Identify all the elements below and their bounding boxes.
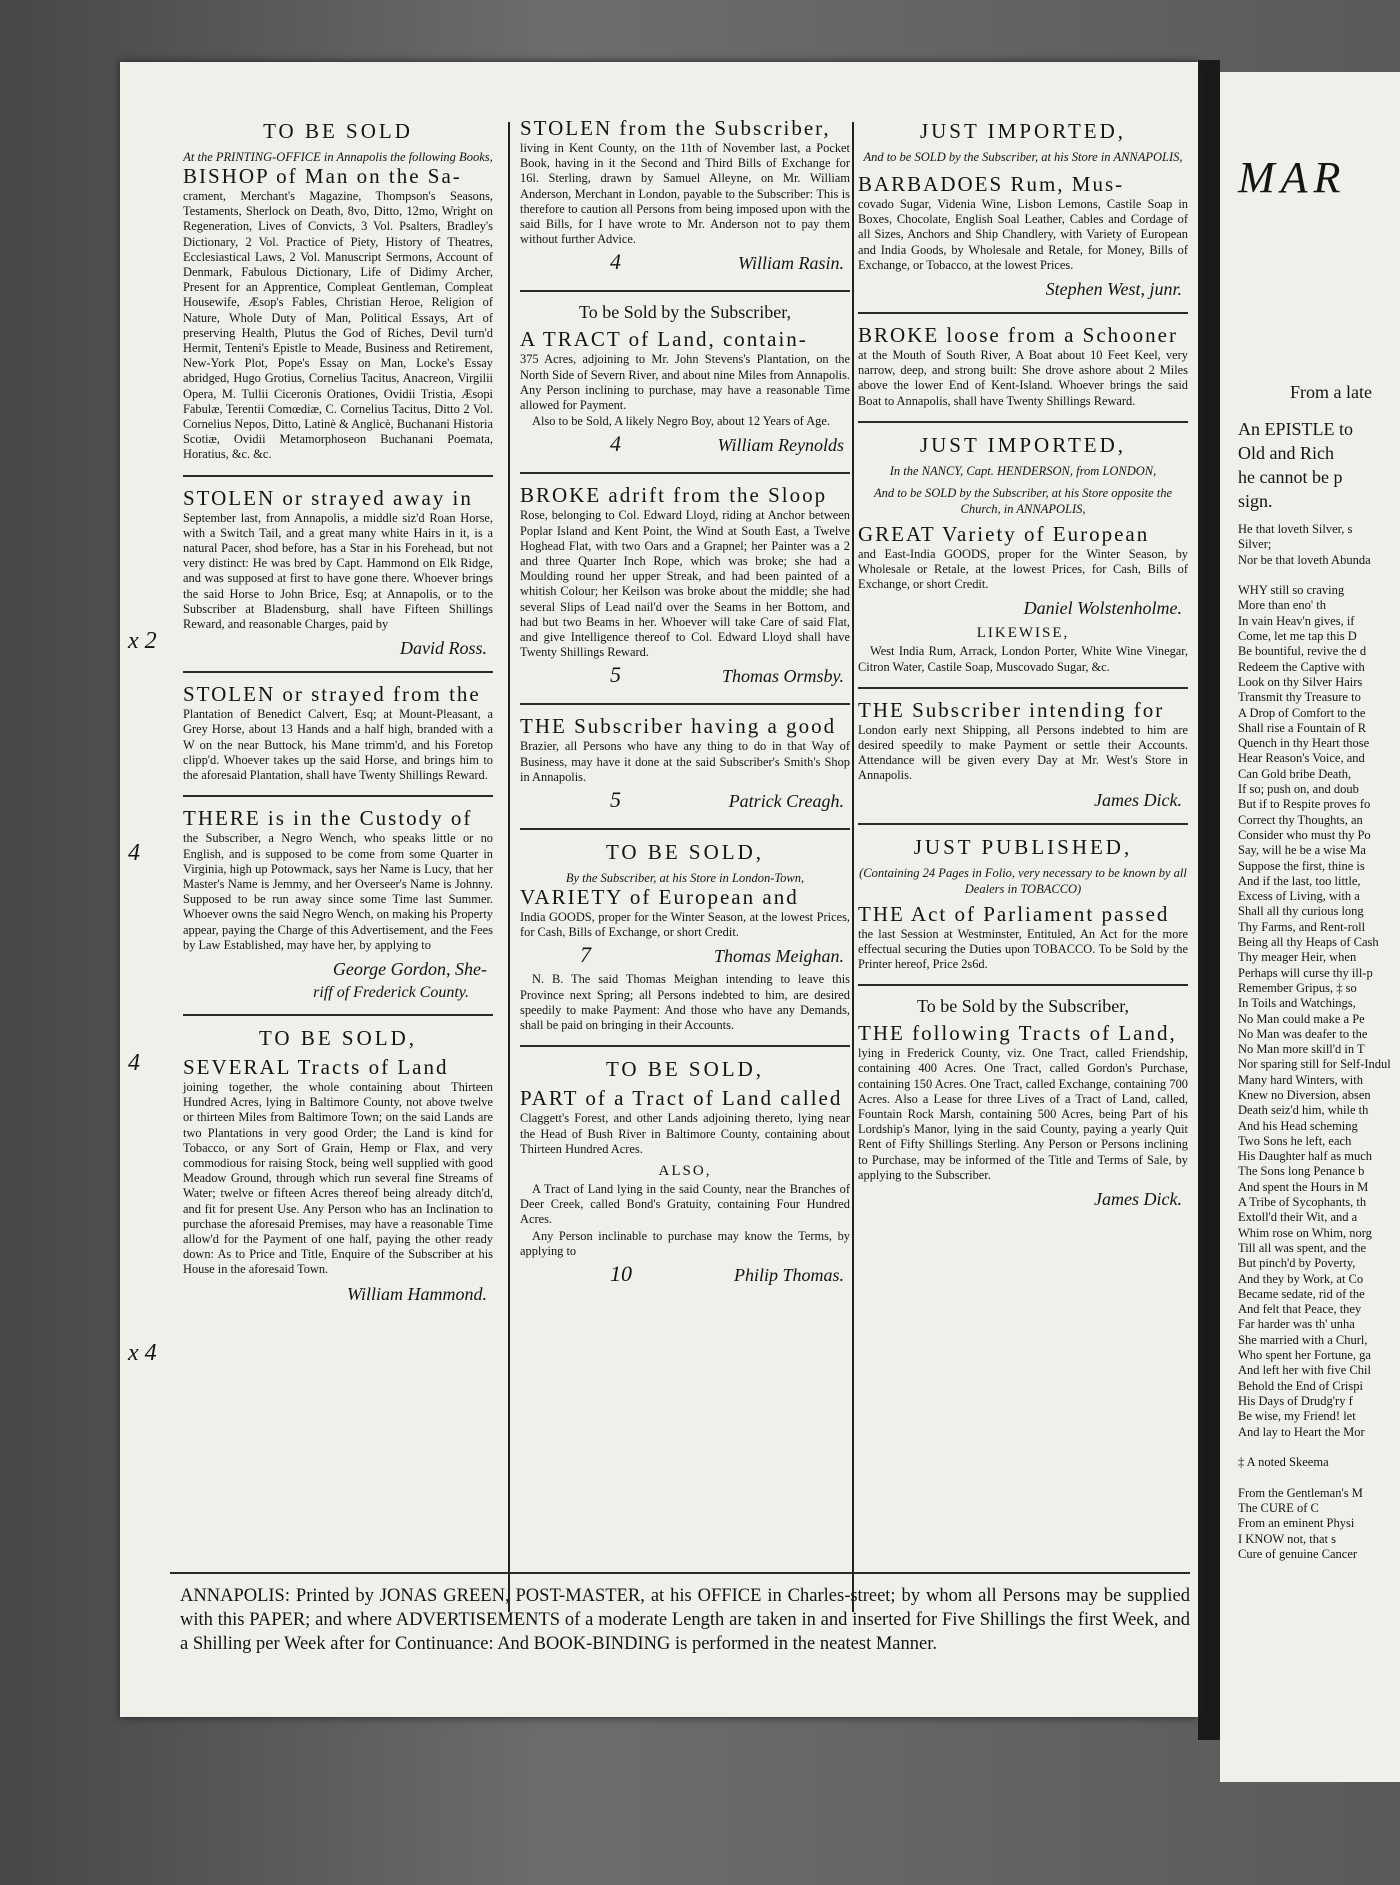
ad-note: N. B. The said Thomas Meighan intending to leave this Province next Spring; all Persons indebted to him, are desired speedily to make Payment: And those who have any Demands, shall be paid on bringing in their Accounts. bbox=[520, 972, 850, 1033]
divider bbox=[520, 1045, 850, 1047]
ad-signature: Thomas Meighan. bbox=[714, 946, 844, 967]
poem-line: I KNOW not, that s bbox=[1238, 1531, 1337, 1546]
ad-frederick-tracts bbox=[858, 996, 1188, 1210]
poem-line: Being all thy Heaps of Cash bbox=[1238, 935, 1379, 950]
ad-lead: PART of a Tract of Land called bbox=[520, 1086, 843, 1111]
poem-line: Correct thy Thoughts, an bbox=[1238, 812, 1363, 827]
ad-broke-adrift bbox=[520, 484, 850, 691]
margin-mark: x 2 bbox=[128, 628, 157, 654]
divider bbox=[858, 823, 1188, 825]
poem-line: And if the last, too little, bbox=[1238, 873, 1361, 888]
poem-line: ‡ A noted Skeema bbox=[1238, 1455, 1329, 1470]
ad-body: September last, from Annapolis, a middle siz'd Roan Horse, with a Switch Tail, and a great many white Hairs in it, is a natural Pacer, shod before, has a Star in his Forehead, but not very distinct: He was bred by Capt. Hammond on Elk Ridge, and was supposed at first to have gone there. Whoever brings the said Horse to John Brice, Esq; at Annapolis, or to the Subscriber at Bladensburg, shall have Fifteen Shillings Reward, and reasonable Charges, paid by bbox=[183, 510, 493, 632]
poem-line: Shall all thy curious long bbox=[1238, 904, 1364, 919]
ad-signature: Thomas Ormsby. bbox=[721, 666, 844, 687]
divider bbox=[858, 312, 1188, 314]
ad-lead: STOLEN or strayed from the bbox=[183, 682, 481, 707]
poem-line: The Sons long Penance b bbox=[1238, 1164, 1365, 1179]
poem-line: Whim rose on Whim, norg bbox=[1238, 1225, 1372, 1240]
ad-subscriber-london bbox=[858, 699, 1188, 811]
epistle-line: sign. bbox=[1238, 491, 1273, 511]
ad-heading: JUST IMPORTED, bbox=[919, 119, 1127, 143]
ad-claggetts-forest bbox=[520, 1057, 850, 1290]
ad-lead: BARBADOES Rum, Mus- bbox=[858, 172, 1125, 196]
ad-signature: Daniel Wolstenholme. bbox=[1023, 598, 1182, 619]
ad-signature: George Gordon, She- bbox=[332, 958, 487, 979]
handwritten-mark: 5 bbox=[610, 662, 621, 688]
ad-tract-severn-river bbox=[520, 302, 850, 460]
poem-line: Look on thy Silver Hairs bbox=[1238, 674, 1363, 689]
poem-line: And lay to Heart the Mor bbox=[1238, 1424, 1365, 1439]
ad-lead: A TRACT of Land, contain- bbox=[520, 327, 808, 352]
binding-shadow bbox=[1198, 60, 1220, 1740]
poem-line: Suppose the first, thine is bbox=[1238, 858, 1365, 873]
ad-body: 375 Acres, adjoining to Mr. John Stevens's Plantation, on the North Side of Severn River, and about nine Miles from Annapolis. Any Person inclining to purchase, may have a reasonable Time allowed for Payment. bbox=[520, 352, 850, 413]
poem-line: And his Head scheming bbox=[1238, 1118, 1358, 1133]
divider bbox=[858, 984, 1188, 986]
ad-body-extra: West India Rum, Arrack, London Porter, White Wine Vinegar, Citron Water, Castile Soap, Muscovado Sugar, &c. bbox=[858, 644, 1188, 674]
poem-line: From an eminent Physi bbox=[1238, 1516, 1355, 1531]
poem-line: Nor be that loveth Abunda bbox=[1238, 552, 1371, 567]
handwritten-mark: 10 bbox=[610, 1260, 632, 1286]
poem-line: Nor sparing still for Self-Indul bbox=[1238, 1057, 1391, 1072]
ad-heading: JUST IMPORTED, bbox=[919, 432, 1127, 457]
poem-line: Many hard Winters, with bbox=[1238, 1072, 1363, 1087]
divider bbox=[520, 828, 850, 830]
poem-line: Remember Gripus, ‡ so bbox=[1238, 980, 1357, 995]
ad-books-for-sale bbox=[183, 119, 493, 463]
poem-line: Shall rise a Fountain of R bbox=[1238, 720, 1367, 735]
ad-signature: Patrick Creagh. bbox=[728, 791, 844, 812]
ad-barbadoes-rum bbox=[858, 119, 1188, 300]
ad-signature: William Reynolds bbox=[717, 435, 844, 456]
divider bbox=[520, 472, 850, 474]
ad-subtitle: (Containing 24 Pages in Folio, very necessary to be known by all Dealers in TOBACCO) bbox=[859, 865, 1187, 896]
footer-rule bbox=[170, 1572, 1190, 1574]
poem-line: Far harder was th' unha bbox=[1238, 1317, 1355, 1332]
ad-subtitle: At the PRINTING-OFFICE in Annapolis the following Books, bbox=[183, 150, 493, 164]
ad-lead: GREAT Variety of European bbox=[858, 521, 1150, 546]
ad-heading: To be Sold by the Subscriber, bbox=[917, 996, 1129, 1017]
ad-lead: THE Subscriber having a good bbox=[520, 714, 837, 739]
ad-lead: THE Subscriber intending for bbox=[858, 697, 1165, 722]
ad-body: crament, Merchant's Magazine, Thompson's Seasons, Testaments, Sherlock on Death, 8vo, Ditto, 12mo, Wright on Regeneration, Lives of Convicts, 3 Vol. Psalters, Bradley's Dictionary, 2 Vol. Practice of Piety, History of Theatres, Ecclesiastical Laws, 2 Vol. Manuscript Sermons, Account of Denmark, Fabulous Dictionary, Life of Didimy Archer, Present for an Apprentice, Compleat Gentleman, Compleat Housewife, Æsop's Fables, Christian Heroe, Religion of Nature, Whole Duty of Man, Political Essays, Art of preserving Health, Plutus the God of Riches, Devil turn'd Hermit, Tenteni's Epistle to Meade, Business and Retirement, New-York Plot, Pope's Essay on Man, Locke's Essay abridged, Hugo Grotius, Cornelius Tacitus, Anacreon, Virgilii Opera, M. Tullii Ciceronis Orationes, Ovidii Tristia, Æsopi Fabulæ, Terentii Comœdiæ, C. Cornelius Tacitus, Ditto 2 Vol. Cornelius Nepos, Ditto, Latinè & Anglicè, Buchanani Historia Scotiæ, Ovidii Metamorphoseon Buchanani Poemata, Horatius, &c. &c. bbox=[183, 189, 493, 462]
poem-line: Two Sons he left, each bbox=[1238, 1133, 1352, 1148]
ad-signature: Philip Thomas. bbox=[733, 1264, 844, 1285]
ad-body: and East-India GOODS, proper for the Winter Season, by Wholesale or Retale, at the lowest Prices, for Cash, Bills of Exchange, or short Credit. bbox=[858, 546, 1188, 592]
poem-line: A Drop of Comfort to the bbox=[1238, 705, 1366, 720]
divider bbox=[183, 671, 493, 673]
divider bbox=[520, 703, 850, 705]
poem-line bbox=[1238, 1440, 1400, 1455]
poem-line: Quench in thy Heart those bbox=[1238, 736, 1370, 751]
handwritten-mark: 4 bbox=[610, 249, 621, 275]
poem-line: Became sedate, rid of the bbox=[1238, 1286, 1365, 1301]
ad-heading: TO BE SOLD bbox=[263, 119, 413, 143]
poem-lines bbox=[1238, 522, 1400, 1562]
ad-body: Plantation of Benedict Calvert, Esq; at Mount-Pleasant, a Grey Horse, about 13 Hands and a half high, branded with a W on the near Buttock, his Mane trimm'd, and his Foretop clipp'd. Whoever takes up the said Horse, and brings him to the aforesaid Plantation, shall have Twenty Shillings Reward. bbox=[183, 707, 493, 783]
ad-signature: William Hammond. bbox=[346, 1283, 487, 1304]
poem-line: No Man could make a Pe bbox=[1238, 1011, 1365, 1026]
ad-lead: BROKE loose from a Schooner bbox=[858, 323, 1178, 348]
poem-line: And felt that Peace, they bbox=[1238, 1302, 1362, 1317]
column-2 bbox=[520, 117, 850, 1302]
ad-heading: To be Sold by the Subscriber, bbox=[579, 302, 791, 323]
poem-line: No Man more skill'd in T bbox=[1238, 1042, 1365, 1057]
poem-line: In Toils and Watchings, bbox=[1238, 996, 1356, 1011]
poem-line: But pinch'd by Poverty, bbox=[1238, 1256, 1356, 1271]
poem-line: Come, let me tap this D bbox=[1238, 629, 1357, 644]
ad-brazier bbox=[520, 715, 850, 816]
ad-heading: TO BE SOLD, bbox=[605, 840, 765, 865]
ad-custody-notice bbox=[183, 807, 493, 1002]
ad-signature: David Ross. bbox=[400, 638, 487, 659]
margin-mark: 4 bbox=[128, 840, 140, 866]
masthead-fragment: MAR bbox=[1238, 153, 1347, 202]
ad-body: covado Sugar, Videnia Wine, Lisbon Lemons, Castile Soap in Boxes, Chocolate, English Soal Leather, Cables and Cordage of all Sizes, Anchors and Ship Chandlery, with Variety of European and India Goods, by Wholesale and Retale, for Money, Bills of Exchange, or Tobacco, at the lowest Prices. bbox=[858, 197, 1188, 272]
poem-line: Silver; bbox=[1238, 537, 1272, 552]
poem-line: More than eno' th bbox=[1238, 598, 1326, 613]
epistle-line: Old and Rich bbox=[1238, 443, 1334, 463]
poem-line: Perhaps will curse thy ill-p bbox=[1238, 965, 1373, 980]
poem-line: But if to Respite proves fo bbox=[1238, 797, 1371, 812]
ad-body: the last Session at Westminster, Entituled, An Act for the more effectual securing the Duties upon TOBACCO. To be Sold by the Printer hereof, Price 2s6d. bbox=[858, 926, 1188, 972]
poem-line: And spent the Hours in M bbox=[1238, 1179, 1369, 1194]
ad-likewise-heading: LIKEWISE, bbox=[976, 625, 1070, 642]
ad-body-extra: Any Person inclinable to purchase may know the Terms, by applying to bbox=[520, 1228, 850, 1258]
ad-body: lying in Frederick County, viz. One Tract, called Friendship, containing 400 Acres. One Tract, called Gordon's Purchase, containing 150 Acres. One Tract, called Exchange, containing 700 Acres. Also a Lease for three Lives of a Tract of Land, called, Fountain Rock Marsh, containing 500 Acres, being Part of his Lordship's Manor, lying in the said County, paying a yearly Quit Rent of Fifty Shillings Sterling. Any Person or Persons inclining to Purchase, may be informed of the Title and Terms of Sale, by applying to the Subscriber. bbox=[858, 1046, 1188, 1182]
ad-stolen-grey-horse bbox=[183, 683, 493, 783]
ad-lead: SEVERAL Tracts of Land bbox=[183, 1054, 449, 1079]
poem-line: Redeem the Captive with bbox=[1238, 659, 1365, 674]
column-3 bbox=[858, 117, 1188, 1222]
ad-signature-title: riff of Frederick County. bbox=[313, 983, 469, 1001]
poem-line: Hear Reason's Voice, and bbox=[1238, 751, 1365, 766]
ad-body: India GOODS, proper for the Winter Season, at the lowest Prices, for Cash, Bills of Exchange, or short Credit. bbox=[520, 910, 850, 940]
article-heading: From a late bbox=[1290, 382, 1372, 402]
poem-line: Consider who must thy Po bbox=[1238, 827, 1371, 842]
ad-signature: James Dick. bbox=[1094, 1189, 1182, 1210]
ad-lead: STOLEN from the Subscriber, bbox=[520, 116, 831, 140]
ad-lead: BISHOP of Man on the Sa- bbox=[183, 164, 462, 188]
ad-lead: THERE is in the Custody of bbox=[183, 806, 473, 831]
poem-line: His Daughter half as much bbox=[1238, 1149, 1372, 1164]
poem-line: Till all was spent, and the bbox=[1238, 1240, 1367, 1255]
ad-heading: TO BE SOLD, bbox=[258, 1025, 418, 1050]
newspaper-page bbox=[120, 62, 1198, 1717]
ad-stolen-roan-horse bbox=[183, 487, 493, 660]
poem-line: Say, will he be a wise Ma bbox=[1238, 843, 1366, 858]
ad-lead: STOLEN or strayed away in bbox=[183, 485, 473, 510]
poem-line: Can Gold bribe Death, bbox=[1238, 766, 1352, 781]
margin-mark: 4 bbox=[128, 1050, 140, 1076]
poem-line: Knew no Diversion, absen bbox=[1238, 1087, 1371, 1102]
ad-subtitle: By the Subscriber, at his Store in London-Town, bbox=[565, 871, 805, 886]
handwritten-mark: 7 bbox=[580, 942, 591, 968]
column-rule-1 bbox=[508, 122, 510, 1612]
poem-line: And they by Work, at Co bbox=[1238, 1271, 1364, 1286]
poem-line: Behold the End of Crispi bbox=[1238, 1378, 1363, 1393]
ad-also-heading: ALSO, bbox=[658, 1162, 712, 1179]
ad-nancy-imports bbox=[858, 433, 1188, 675]
poem-line: Be bountiful, revive the d bbox=[1238, 644, 1367, 659]
poem-line: WHY still so craving bbox=[1238, 583, 1345, 598]
poem-line: A Tribe of Sycophants, th bbox=[1238, 1195, 1367, 1210]
poem-line: She married with a Churl, bbox=[1238, 1332, 1368, 1347]
poem-line: Death seiz'd him, while th bbox=[1238, 1103, 1369, 1118]
ad-subtitle: And to be SOLD by the Subscriber, at his Store in ANNAPOLIS, bbox=[863, 150, 1183, 164]
ad-broke-loose-boat bbox=[858, 324, 1188, 409]
poem-line: Excess of Living, with a bbox=[1238, 889, 1360, 904]
poem-line: Be wise, my Friend! let bbox=[1238, 1409, 1356, 1424]
ad-tracts-for-sale bbox=[183, 1026, 493, 1305]
ad-body: joining together, the whole containing about Thirteen Hundred Acres, lying in Baltimore County, not above twelve or thirteen Miles from Baltimore Town; on the said Lands are two Plantations in very good Order; the Land is kind for Tobacco, or any Sort of Grain, Hemp or Flax, and very commodious for raising Stock, being well supplied with good Meadow Ground, through which run several fine Streams of Water; twelve or fifteen Acres thereof being already ditch'd, and fit for present Use. Any Person who has an Inclination to purchase the aforesaid Premises, may have a reasonable Time allow'd for the Payment of one half, paying the other ready down: As to Price and Title, Enquire of the Subscriber at his House in the aforesaid Town. bbox=[183, 1079, 493, 1277]
ad-subtitle-2: And to be SOLD by the Subscriber, at his Store opposite the Church, in ANNAPOLIS, bbox=[873, 485, 1173, 516]
handwritten-mark: 5 bbox=[610, 787, 621, 813]
ad-body: Rose, belonging to Col. Edward Lloyd, riding at Anchor between Poplar Island and Kent Point, the Wind at South East, a Twelve Hoghead Flat, with two Oars and a Grapnel; her Painter was a 2 and three Quarter Inch Rope, which was broke; she had a Moulding round her upper Streak, and had been painted of a whitish Colour; her Keilson was broke about the middle; she had several Slips of Lead nail'd over the Seams in her Bottom, and had but two Beams in her. Whoever will take Care of said Flat, and give Intelligence thereof to Col. Edward Lloyd shall have Twenty Shillings Reward. bbox=[520, 508, 850, 660]
divider bbox=[183, 795, 493, 797]
ad-body: London early next Shipping, all Persons indebted to him are desired speedily to make Payment or settle their Accounts. Attendance will be given every Day at Mr. West's Store in Annapolis. bbox=[858, 722, 1188, 783]
column-1 bbox=[183, 117, 493, 1317]
poem-line: From the Gentleman's M bbox=[1238, 1485, 1363, 1500]
poem-line: The CURE of C bbox=[1238, 1501, 1319, 1515]
poem-line bbox=[1238, 568, 1400, 583]
ad-body-extra: A Tract of Land lying in the said County, near the Branches of Deer Creek, called Bond's Gratuity, containing Four Hundred Acres. bbox=[520, 1181, 850, 1227]
epistle-heading bbox=[1238, 417, 1400, 513]
ad-body-extra: Also to be Sold, A likely Negro Boy, about 12 Years of Age. bbox=[532, 414, 830, 429]
divider bbox=[520, 290, 850, 292]
ad-body: living in Kent County, on the 11th of November last, a Pocket Book, having in it the Second and Third Bills of Exchange for 16l. Sterling, drawn by Samuel Alleyne, on Mr. William Anderson, Merchant in London, payable to the Subscriber: This is therefore to caution all Persons from being imposed upon with the said Bills, for I have wrote to Mr. Anderson not to pay them without further Advice. bbox=[520, 141, 850, 247]
poem-line: And left her with five Chil bbox=[1238, 1363, 1371, 1378]
poem-line: He that loveth Silver, s bbox=[1238, 522, 1353, 536]
ad-heading: TO BE SOLD, bbox=[605, 1057, 765, 1082]
handwritten-mark: 4 bbox=[610, 431, 621, 457]
ad-lead: THE Act of Parliament passed bbox=[858, 901, 1170, 926]
column-rule-2 bbox=[852, 122, 854, 1612]
divider bbox=[183, 1014, 493, 1016]
poem-line: Who spent her Fortune, ga bbox=[1238, 1348, 1371, 1363]
epistle-line: he cannot be p bbox=[1238, 467, 1343, 487]
ad-body: at the Mouth of South River, A Boat about 10 Feet Keel, very narrow, deep, and strong built: She drove ashore about 2 Miles above the lower End of Kent-Island. Whoever brings the said Boat to Annapolis, shall have Twenty Shillings Reward. bbox=[858, 348, 1188, 408]
ad-subtitle: In the NANCY, Capt. HENDERSON, from LONDON, bbox=[889, 463, 1157, 478]
ad-signature: Stephen West, junr. bbox=[1045, 279, 1182, 300]
poem-line: Thy Farms, and Rent-roll bbox=[1238, 919, 1366, 934]
ad-signature: James Dick. bbox=[1094, 789, 1182, 810]
poem-line: Extoll'd their Wit, and a bbox=[1238, 1210, 1358, 1225]
margin-mark: x 4 bbox=[128, 1340, 157, 1366]
imprint-footer: ANNAPOLIS: Printed by JONAS GREEN, POST-MASTER, at his OFFICE in Charles-street; by whom all Persons may be supplied with this PAPER; and where ADVERTISEMENTS of a moderate Length are taken in and inserted for Five Shillings the first Week, and a Shilling per Week after for Continuance: And BOOK-BINDING is performed in the neatest Manner. bbox=[180, 1586, 1190, 1654]
ad-body: Claggett's Forest, and other Lands adjoining thereto, lying near the Head of Bush River in Baltimore County, containing about Thirteen Hundred Acres. bbox=[520, 1111, 850, 1156]
ad-signature: William Rasin. bbox=[737, 253, 844, 274]
poem-line: No Man was deafer to the bbox=[1238, 1026, 1368, 1041]
ad-body: Brazier, all Persons who have any thing to do in that Way of Business, may have it done at the said Subscriber's Smith's Shop in Annapolis. bbox=[520, 739, 850, 784]
ad-european-goods bbox=[520, 840, 850, 1033]
poem-line: Cure of genuine Cancer bbox=[1238, 1546, 1358, 1561]
ad-lead: THE following Tracts of Land, bbox=[858, 1021, 1177, 1046]
poem-line: His Days of Drudg'ry f bbox=[1238, 1393, 1353, 1408]
poem-line: Transmit thy Treasure to bbox=[1238, 690, 1361, 705]
poem-line: In vain Heav'n gives, if bbox=[1238, 613, 1355, 628]
ad-body: the Subscriber, a Negro Wench, who speaks little or no English, and is supposed to be come from some Quarter in Virginia, high up Potowmack, says her Name is Lucy, that her Master's Name is Jemmy, and her Overseer's Name is Johnny. Supposed to be run away since some Time last Summer. Whoever owns the said Negro Wench, on making his Property appear, paying the Charge of this Advertisement, and the Fees by Law Established, may have her, by applying to bbox=[183, 831, 493, 952]
divider bbox=[858, 421, 1188, 423]
poem-line: If so; push on, and doub bbox=[1238, 782, 1359, 797]
ad-lead: BROKE adrift from the Sloop bbox=[520, 483, 828, 508]
divider bbox=[183, 475, 493, 477]
poem-line bbox=[1238, 1470, 1400, 1485]
adjacent-page bbox=[1220, 72, 1400, 1782]
divider bbox=[858, 687, 1188, 689]
ad-stolen-pocket-book bbox=[520, 117, 850, 278]
ad-heading: JUST PUBLISHED, bbox=[913, 834, 1133, 859]
ad-act-of-parliament bbox=[858, 835, 1188, 973]
ad-lead: VARIETY of European and bbox=[520, 885, 799, 910]
poem-line: Thy meager Heir, when bbox=[1238, 950, 1357, 965]
epistle-line: An EPISTLE to bbox=[1238, 419, 1353, 439]
